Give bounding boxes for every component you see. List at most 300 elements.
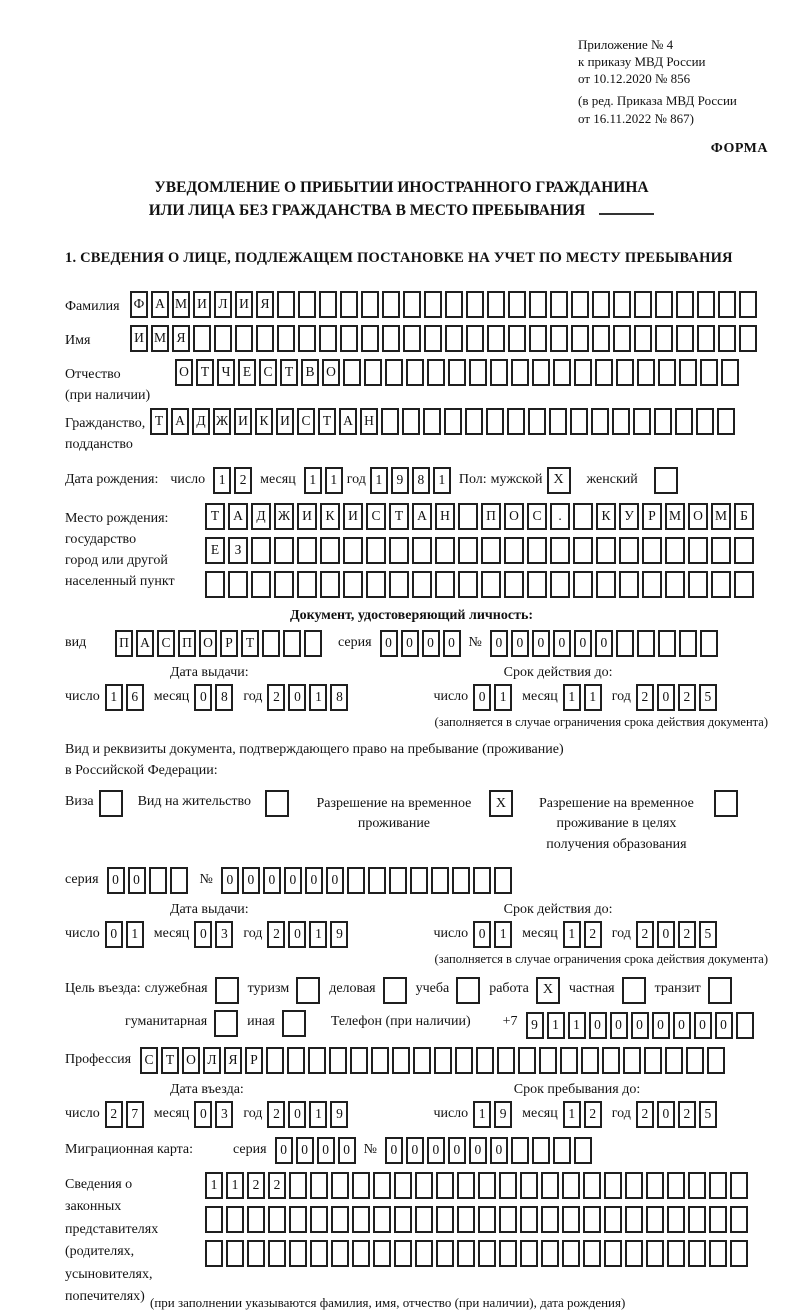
char-cell[interactable]: О	[199, 630, 217, 657]
char-cell[interactable]	[700, 630, 718, 657]
char-cell[interactable]	[352, 1172, 370, 1199]
char-cell[interactable]	[469, 359, 487, 386]
char-cell[interactable]: Р	[245, 1047, 263, 1074]
char-cell[interactable]: 1	[309, 684, 327, 711]
char-cell[interactable]	[541, 1206, 559, 1233]
char-cell[interactable]: Е	[205, 537, 225, 564]
char-cell[interactable]	[507, 408, 525, 435]
char-cell[interactable]	[466, 325, 484, 352]
char-cell[interactable]: 2	[584, 921, 602, 948]
char-cell[interactable]: 2	[268, 1172, 286, 1199]
char-cell[interactable]	[445, 291, 463, 318]
char-cell[interactable]	[688, 1206, 706, 1233]
purpose-private-checkbox[interactable]	[622, 977, 646, 1004]
purpose-transit-checkbox[interactable]	[708, 977, 732, 1004]
char-cell[interactable]: Л	[214, 291, 232, 318]
char-cell[interactable]: 9	[494, 1101, 512, 1128]
char-cell[interactable]	[667, 1240, 685, 1267]
char-cell[interactable]	[739, 291, 757, 318]
char-cell[interactable]	[361, 325, 379, 352]
purpose-other-checkbox[interactable]	[282, 1010, 306, 1037]
char-cell[interactable]: 2	[584, 1101, 602, 1128]
char-cell[interactable]: 0	[473, 684, 491, 711]
char-cell[interactable]: 1	[563, 684, 581, 711]
char-cell[interactable]	[287, 1047, 305, 1074]
char-cell[interactable]	[697, 291, 715, 318]
char-cell[interactable]: 0	[422, 630, 440, 657]
char-cell[interactable]	[448, 359, 466, 386]
char-cell[interactable]	[436, 1206, 454, 1233]
char-cell[interactable]: И	[297, 503, 317, 530]
char-cell[interactable]: 0	[107, 867, 125, 894]
char-cell[interactable]	[654, 408, 672, 435]
char-cell[interactable]	[499, 1172, 517, 1199]
char-cell[interactable]	[528, 408, 546, 435]
char-cell[interactable]: 8	[412, 467, 430, 494]
char-cell[interactable]	[700, 359, 718, 386]
char-cell[interactable]	[394, 1240, 412, 1267]
char-cell[interactable]	[478, 1172, 496, 1199]
char-cell[interactable]	[481, 537, 501, 564]
char-cell[interactable]	[667, 1206, 685, 1233]
char-cell[interactable]	[431, 867, 449, 894]
char-cell[interactable]: 0	[490, 630, 508, 657]
char-cell[interactable]	[573, 503, 593, 530]
char-cell[interactable]	[721, 359, 739, 386]
char-cell[interactable]	[508, 325, 526, 352]
char-cell[interactable]: А	[136, 630, 154, 657]
char-cell[interactable]	[499, 1240, 517, 1267]
char-cell[interactable]	[235, 325, 253, 352]
char-cell[interactable]	[736, 1012, 754, 1039]
char-cell[interactable]: 2	[678, 684, 696, 711]
char-cell[interactable]: 2	[234, 467, 252, 494]
char-cell[interactable]	[268, 1240, 286, 1267]
char-cell[interactable]	[616, 359, 634, 386]
char-cell[interactable]: 2	[636, 684, 654, 711]
female-checkbox[interactable]	[654, 467, 678, 494]
char-cell[interactable]	[403, 291, 421, 318]
char-cell[interactable]: 8	[330, 684, 348, 711]
char-cell[interactable]	[730, 1172, 748, 1199]
char-cell[interactable]	[688, 1172, 706, 1199]
char-cell[interactable]: С	[527, 503, 547, 530]
char-cell[interactable]	[642, 571, 662, 598]
char-cell[interactable]	[412, 571, 432, 598]
char-cell[interactable]: О	[175, 359, 193, 386]
char-cell[interactable]: З	[228, 537, 248, 564]
char-cell[interactable]	[532, 359, 550, 386]
char-cell[interactable]	[308, 1047, 326, 1074]
char-cell[interactable]: 3	[215, 1101, 233, 1128]
char-cell[interactable]: 0	[263, 867, 281, 894]
char-cell[interactable]	[646, 1240, 664, 1267]
char-cell[interactable]	[675, 408, 693, 435]
char-cell[interactable]	[655, 291, 673, 318]
char-cell[interactable]: Ч	[217, 359, 235, 386]
char-cell[interactable]	[487, 325, 505, 352]
char-cell[interactable]: 0	[532, 630, 550, 657]
char-cell[interactable]	[553, 359, 571, 386]
char-cell[interactable]: 0	[105, 921, 123, 948]
char-cell[interactable]	[347, 867, 365, 894]
purpose-study-checkbox[interactable]	[456, 977, 480, 1004]
char-cell[interactable]: А	[339, 408, 357, 435]
char-cell[interactable]	[352, 1240, 370, 1267]
char-cell[interactable]	[331, 1206, 349, 1233]
char-cell[interactable]	[277, 291, 295, 318]
char-cell[interactable]	[676, 291, 694, 318]
char-cell[interactable]	[583, 1206, 601, 1233]
char-cell[interactable]	[644, 1047, 662, 1074]
char-cell[interactable]	[696, 408, 714, 435]
char-cell[interactable]	[634, 325, 652, 352]
char-cell[interactable]: 0	[305, 867, 323, 894]
char-cell[interactable]	[634, 291, 652, 318]
male-checkbox[interactable]: X	[547, 467, 571, 494]
char-cell[interactable]	[487, 291, 505, 318]
char-cell[interactable]	[511, 1137, 529, 1164]
char-cell[interactable]: 0	[284, 867, 302, 894]
char-cell[interactable]	[251, 537, 271, 564]
char-cell[interactable]: 0	[657, 921, 675, 948]
char-cell[interactable]	[734, 571, 754, 598]
char-cell[interactable]	[205, 1240, 223, 1267]
char-cell[interactable]	[402, 408, 420, 435]
char-cell[interactable]: И	[193, 291, 211, 318]
char-cell[interactable]	[730, 1206, 748, 1233]
char-cell[interactable]	[676, 325, 694, 352]
char-cell[interactable]: 5	[699, 921, 717, 948]
char-cell[interactable]: С	[366, 503, 386, 530]
char-cell[interactable]: 0	[657, 684, 675, 711]
char-cell[interactable]	[604, 1206, 622, 1233]
char-cell[interactable]	[529, 325, 547, 352]
char-cell[interactable]: 0	[288, 684, 306, 711]
char-cell[interactable]	[445, 325, 463, 352]
char-cell[interactable]	[625, 1240, 643, 1267]
char-cell[interactable]: 0	[511, 630, 529, 657]
char-cell[interactable]: О	[182, 1047, 200, 1074]
char-cell[interactable]	[592, 291, 610, 318]
char-cell[interactable]	[688, 537, 708, 564]
char-cell[interactable]	[665, 1047, 683, 1074]
char-cell[interactable]	[478, 1206, 496, 1233]
char-cell[interactable]: 2	[267, 921, 285, 948]
char-cell[interactable]	[476, 1047, 494, 1074]
char-cell[interactable]	[283, 630, 301, 657]
char-cell[interactable]	[619, 537, 639, 564]
char-cell[interactable]: 0	[589, 1012, 607, 1039]
char-cell[interactable]: Т	[280, 359, 298, 386]
char-cell[interactable]	[247, 1206, 265, 1233]
char-cell[interactable]	[486, 408, 504, 435]
char-cell[interactable]	[604, 1240, 622, 1267]
char-cell[interactable]: 0	[194, 684, 212, 711]
char-cell[interactable]	[571, 325, 589, 352]
char-cell[interactable]: Т	[150, 408, 168, 435]
char-cell[interactable]	[655, 325, 673, 352]
char-cell[interactable]	[688, 1240, 706, 1267]
char-cell[interactable]	[490, 359, 508, 386]
char-cell[interactable]: 0	[380, 630, 398, 657]
char-cell[interactable]: С	[259, 359, 277, 386]
char-cell[interactable]	[637, 630, 655, 657]
char-cell[interactable]	[289, 1240, 307, 1267]
char-cell[interactable]: 0	[406, 1137, 424, 1164]
char-cell[interactable]	[256, 325, 274, 352]
char-cell[interactable]: О	[322, 359, 340, 386]
char-cell[interactable]	[574, 1137, 592, 1164]
char-cell[interactable]	[541, 1172, 559, 1199]
temp-residence-checkbox[interactable]: X	[489, 790, 513, 817]
char-cell[interactable]	[458, 537, 478, 564]
char-cell[interactable]	[709, 1206, 727, 1233]
char-cell[interactable]	[319, 325, 337, 352]
char-cell[interactable]	[274, 537, 294, 564]
char-cell[interactable]	[604, 1172, 622, 1199]
char-cell[interactable]	[361, 291, 379, 318]
char-cell[interactable]: 1	[309, 1101, 327, 1128]
char-cell[interactable]: 0	[296, 1137, 314, 1164]
purpose-tourism-checkbox[interactable]	[296, 977, 320, 1004]
char-cell[interactable]	[389, 537, 409, 564]
char-cell[interactable]	[591, 408, 609, 435]
char-cell[interactable]	[658, 359, 676, 386]
char-cell[interactable]: 0	[553, 630, 571, 657]
char-cell[interactable]: И	[235, 291, 253, 318]
char-cell[interactable]	[560, 1047, 578, 1074]
char-cell[interactable]	[612, 408, 630, 435]
purpose-work-checkbox[interactable]: X	[536, 977, 560, 1004]
char-cell[interactable]: 2	[267, 684, 285, 711]
char-cell[interactable]	[366, 571, 386, 598]
char-cell[interactable]: К	[596, 503, 616, 530]
char-cell[interactable]	[718, 325, 736, 352]
char-cell[interactable]: 0	[469, 1137, 487, 1164]
char-cell[interactable]	[389, 571, 409, 598]
char-cell[interactable]: О	[688, 503, 708, 530]
char-cell[interactable]	[619, 571, 639, 598]
char-cell[interactable]	[228, 571, 248, 598]
char-cell[interactable]	[310, 1206, 328, 1233]
char-cell[interactable]	[412, 537, 432, 564]
char-cell[interactable]: 0	[128, 867, 146, 894]
char-cell[interactable]: 0	[427, 1137, 445, 1164]
char-cell[interactable]: 0	[288, 921, 306, 948]
char-cell[interactable]	[520, 1240, 538, 1267]
char-cell[interactable]	[646, 1172, 664, 1199]
char-cell[interactable]: И	[343, 503, 363, 530]
char-cell[interactable]: 1	[563, 1101, 581, 1128]
char-cell[interactable]	[613, 325, 631, 352]
char-cell[interactable]: Т	[161, 1047, 179, 1074]
char-cell[interactable]: В	[301, 359, 319, 386]
char-cell[interactable]	[435, 571, 455, 598]
char-cell[interactable]	[562, 1172, 580, 1199]
char-cell[interactable]: Б	[734, 503, 754, 530]
char-cell[interactable]: 0	[574, 630, 592, 657]
char-cell[interactable]	[637, 359, 655, 386]
char-cell[interactable]	[539, 1047, 557, 1074]
char-cell[interactable]	[679, 630, 697, 657]
char-cell[interactable]: 2	[678, 1101, 696, 1128]
char-cell[interactable]	[532, 1137, 550, 1164]
char-cell[interactable]	[667, 1172, 685, 1199]
char-cell[interactable]	[262, 630, 280, 657]
char-cell[interactable]: 0	[338, 1137, 356, 1164]
char-cell[interactable]	[436, 1240, 454, 1267]
char-cell[interactable]	[595, 359, 613, 386]
char-cell[interactable]	[504, 537, 524, 564]
char-cell[interactable]	[529, 291, 547, 318]
char-cell[interactable]: 1	[226, 1172, 244, 1199]
char-cell[interactable]: Т	[241, 630, 259, 657]
char-cell[interactable]: И	[276, 408, 294, 435]
char-cell[interactable]: Р	[220, 630, 238, 657]
char-cell[interactable]: П	[481, 503, 501, 530]
char-cell[interactable]	[427, 359, 445, 386]
char-cell[interactable]	[149, 867, 167, 894]
char-cell[interactable]: 6	[126, 684, 144, 711]
char-cell[interactable]: 0	[401, 630, 419, 657]
char-cell[interactable]	[436, 1172, 454, 1199]
char-cell[interactable]: С	[297, 408, 315, 435]
char-cell[interactable]: 2	[105, 1101, 123, 1128]
char-cell[interactable]	[320, 571, 340, 598]
char-cell[interactable]	[382, 291, 400, 318]
char-cell[interactable]	[602, 1047, 620, 1074]
char-cell[interactable]: 0	[448, 1137, 466, 1164]
char-cell[interactable]	[205, 1206, 223, 1233]
char-cell[interactable]: 1	[309, 921, 327, 948]
char-cell[interactable]	[364, 359, 382, 386]
char-cell[interactable]	[319, 291, 337, 318]
char-cell[interactable]: 0	[673, 1012, 691, 1039]
char-cell[interactable]: 0	[288, 1101, 306, 1128]
char-cell[interactable]: 0	[595, 630, 613, 657]
char-cell[interactable]	[381, 408, 399, 435]
char-cell[interactable]	[457, 1206, 475, 1233]
char-cell[interactable]: И	[130, 325, 148, 352]
char-cell[interactable]	[310, 1172, 328, 1199]
char-cell[interactable]	[274, 571, 294, 598]
char-cell[interactable]	[499, 1206, 517, 1233]
char-cell[interactable]	[613, 291, 631, 318]
char-cell[interactable]: П	[115, 630, 133, 657]
char-cell[interactable]	[583, 1172, 601, 1199]
char-cell[interactable]	[435, 537, 455, 564]
char-cell[interactable]	[562, 1240, 580, 1267]
char-cell[interactable]: 0	[715, 1012, 733, 1039]
char-cell[interactable]: 3	[215, 921, 233, 948]
char-cell[interactable]: 0	[490, 1137, 508, 1164]
char-cell[interactable]	[688, 571, 708, 598]
char-cell[interactable]: Р	[642, 503, 662, 530]
char-cell[interactable]: 0	[631, 1012, 649, 1039]
char-cell[interactable]	[625, 1206, 643, 1233]
char-cell[interactable]: 0	[221, 867, 239, 894]
char-cell[interactable]	[340, 291, 358, 318]
char-cell[interactable]	[553, 1137, 571, 1164]
char-cell[interactable]	[707, 1047, 725, 1074]
char-cell[interactable]: 0	[194, 1101, 212, 1128]
char-cell[interactable]: 0	[657, 1101, 675, 1128]
char-cell[interactable]	[297, 537, 317, 564]
char-cell[interactable]	[718, 291, 736, 318]
char-cell[interactable]: 2	[636, 921, 654, 948]
char-cell[interactable]: Т	[196, 359, 214, 386]
char-cell[interactable]	[623, 1047, 641, 1074]
char-cell[interactable]	[457, 1240, 475, 1267]
char-cell[interactable]	[385, 359, 403, 386]
char-cell[interactable]	[518, 1047, 536, 1074]
char-cell[interactable]	[541, 1240, 559, 1267]
char-cell[interactable]: 1	[304, 467, 322, 494]
char-cell[interactable]: 0	[385, 1137, 403, 1164]
char-cell[interactable]: 0	[194, 921, 212, 948]
char-cell[interactable]	[508, 291, 526, 318]
char-cell[interactable]	[394, 1172, 412, 1199]
char-cell[interactable]	[205, 571, 225, 598]
char-cell[interactable]	[214, 325, 232, 352]
char-cell[interactable]: Я	[224, 1047, 242, 1074]
char-cell[interactable]	[481, 571, 501, 598]
char-cell[interactable]: Л	[203, 1047, 221, 1074]
char-cell[interactable]: Н	[435, 503, 455, 530]
char-cell[interactable]	[709, 1240, 727, 1267]
char-cell[interactable]	[596, 571, 616, 598]
char-cell[interactable]	[424, 291, 442, 318]
char-cell[interactable]: .	[550, 503, 570, 530]
char-cell[interactable]	[697, 325, 715, 352]
char-cell[interactable]	[394, 1206, 412, 1233]
char-cell[interactable]	[343, 359, 361, 386]
char-cell[interactable]	[415, 1206, 433, 1233]
char-cell[interactable]: А	[171, 408, 189, 435]
char-cell[interactable]	[410, 867, 428, 894]
char-cell[interactable]	[373, 1172, 391, 1199]
char-cell[interactable]	[413, 1047, 431, 1074]
char-cell[interactable]	[711, 537, 731, 564]
char-cell[interactable]	[527, 571, 547, 598]
char-cell[interactable]	[633, 408, 651, 435]
char-cell[interactable]	[573, 571, 593, 598]
char-cell[interactable]	[266, 1047, 284, 1074]
char-cell[interactable]	[268, 1206, 286, 1233]
char-cell[interactable]: 0	[275, 1137, 293, 1164]
char-cell[interactable]: Т	[389, 503, 409, 530]
char-cell[interactable]: М	[665, 503, 685, 530]
char-cell[interactable]	[734, 537, 754, 564]
char-cell[interactable]	[642, 537, 662, 564]
char-cell[interactable]: 5	[699, 1101, 717, 1128]
char-cell[interactable]	[406, 359, 424, 386]
char-cell[interactable]	[711, 571, 731, 598]
char-cell[interactable]	[298, 325, 316, 352]
char-cell[interactable]: О	[504, 503, 524, 530]
char-cell[interactable]: А	[228, 503, 248, 530]
char-cell[interactable]: Д	[192, 408, 210, 435]
char-cell[interactable]	[289, 1172, 307, 1199]
char-cell[interactable]	[665, 571, 685, 598]
visa-checkbox[interactable]	[99, 790, 123, 817]
char-cell[interactable]	[382, 325, 400, 352]
char-cell[interactable]	[371, 1047, 389, 1074]
char-cell[interactable]	[350, 1047, 368, 1074]
char-cell[interactable]: 2	[247, 1172, 265, 1199]
char-cell[interactable]	[466, 291, 484, 318]
